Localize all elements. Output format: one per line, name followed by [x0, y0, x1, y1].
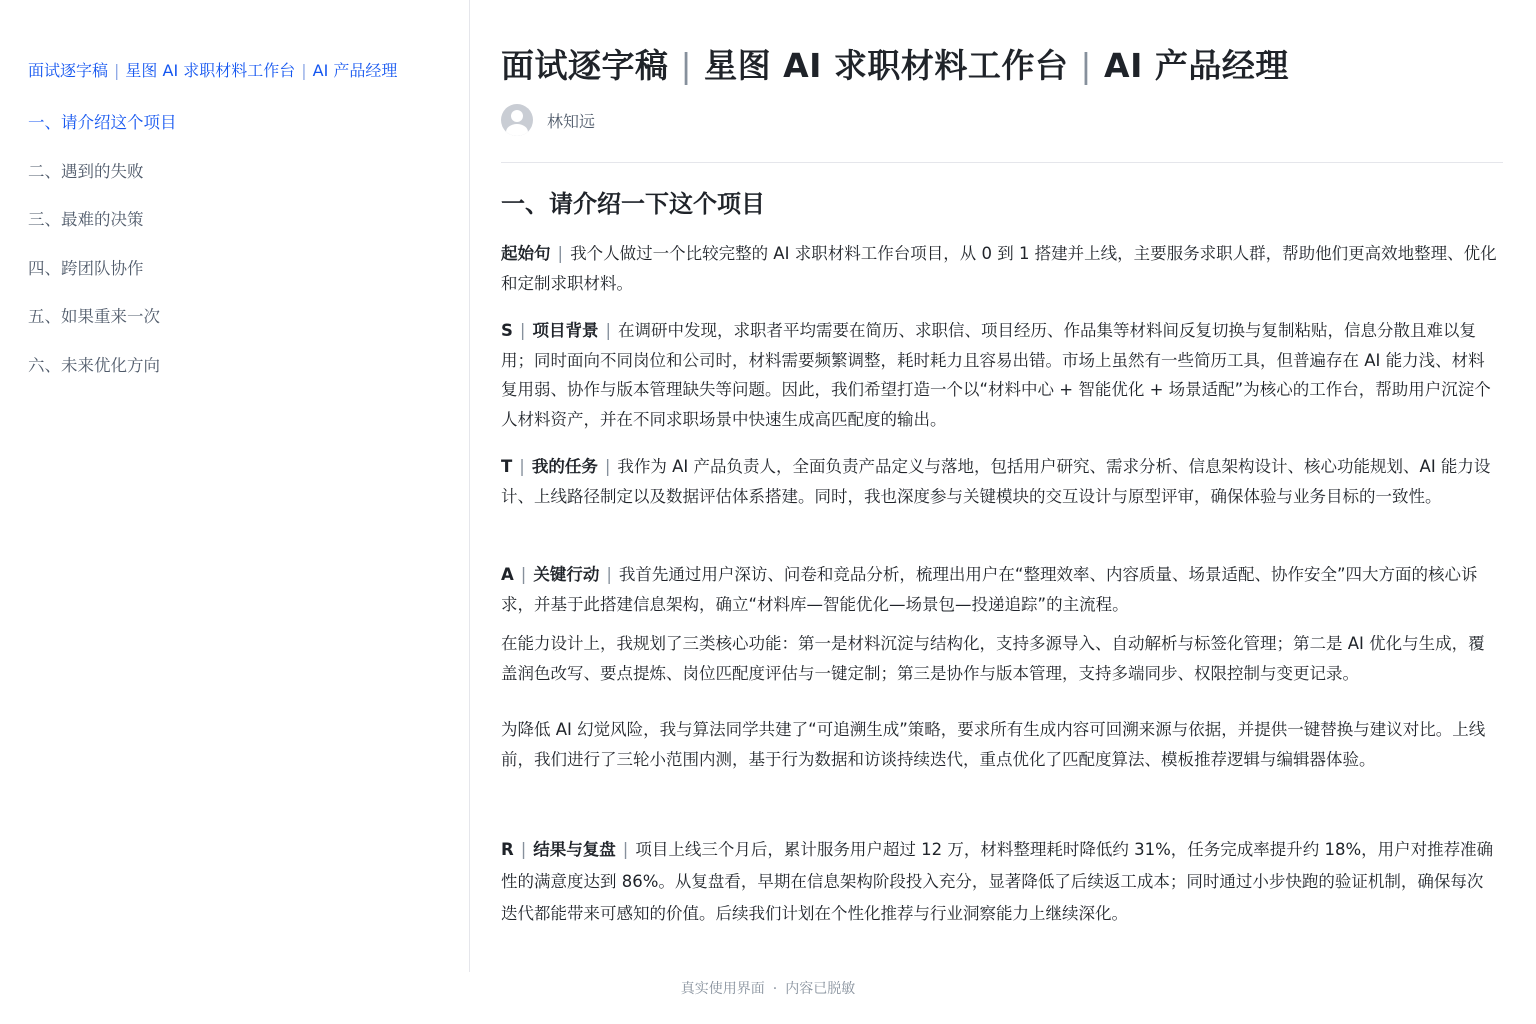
tag-separator: | [557, 244, 564, 263]
toc-item-cross-team[interactable]: 四、跨团队协作 [28, 258, 144, 278]
task-tag: 我的任务 [531, 457, 598, 476]
section-heading: 一、请介绍一下这个项目 [501, 190, 765, 218]
footer-note [0, 978, 1536, 1000]
action-tag: 关键行动 [533, 565, 600, 584]
tag-separator: | [519, 457, 525, 476]
tag-separator: | [606, 565, 612, 584]
page-title [501, 40, 1503, 92]
doc-link-separator: | [114, 61, 120, 80]
divider [501, 162, 1503, 163]
tag-separator: | [520, 840, 527, 859]
author [501, 103, 595, 137]
result-letter: R [501, 840, 514, 859]
paragraph-task [501, 452, 1497, 511]
title-separator: | [680, 46, 693, 85]
tag-separator: | [605, 321, 612, 340]
footer-dot: · [772, 981, 778, 997]
action-letter: A [501, 565, 514, 584]
situation-letter: S [501, 321, 513, 340]
footer-right: 内容已脱敏 [785, 981, 856, 997]
opening-tag: 起始句 [501, 244, 551, 263]
toc-item-hardest-decision[interactable]: 三、最难的决策 [28, 210, 144, 229]
tag-separator: | [622, 840, 629, 859]
author-name[interactable]: 林知远 [547, 111, 596, 131]
paragraph-opening [501, 239, 1497, 298]
task-text: 我作为 AI 产品负责人，全面负责产品定义与落地，包括用户研究、需求分析、信息架构设计、核心功能规划、AI 能力设计、上线路径制定以及数据评估体系搭建。同时，我也深度参与关键模块的交互设计与原型评审，确保体验与业务目标的一致性。 [501, 457, 1491, 506]
tag-separator: | [519, 321, 526, 340]
tag-separator: | [520, 565, 527, 584]
title-part1: 面试逐字稿 [501, 46, 669, 85]
doc-link-part3: AI 产品经理 [312, 61, 398, 80]
paragraph-action-hallucination: 为降低 AI 幻觉风险，我与算法同学共建了“可追溯生成”策略，要求所有生成内容可回溯来源与依据，并提供一键替换与建议对比。上线前，我们进行了三轮小范围内测，基于行为数据和访谈持续迭代，重点优化了匹配度算法、模板推荐逻辑与编辑器体验。 [501, 720, 1486, 769]
paragraph-result [501, 834, 1497, 930]
title-part3: AI 产品经理 [1104, 46, 1289, 85]
task-letter: T [501, 457, 513, 476]
opening-text: 我个人做过一个比较完整的 AI 求职材料工作台项目，从 0 到 1 搭建并上线，主要服务求职人群，帮助他们更高效地整理、优化和定制求职材料。 [501, 244, 1497, 293]
doc-link-part1: 面试逐字稿 [28, 61, 109, 80]
result-text: 项目上线三个月后，累计服务用户超过 12 万，材料整理耗时降低约 31%，任务完成率提升约 18%，用户对推荐准确性的满意度达到 86%。从复盘看，早期在信息架构阶段投入充分，显著降低了后续返工成本；同时通过小步快跑的验证机制，确保每次迭代都能带来可感知的价值。后续我们计划在个性化推荐与行业洞察能力上继续深化。 [501, 840, 1494, 923]
toc-item-failure[interactable]: 二、遇到的失败 [28, 161, 144, 181]
situation-tag: 项目背景 [532, 321, 599, 340]
title-part2: 星图 AI 求职材料工作台 [704, 46, 1069, 85]
result-tag: 结果与复盘 [533, 840, 616, 859]
paragraph-situation [501, 316, 1497, 434]
doc-title-link[interactable] [28, 58, 458, 84]
avatar-icon[interactable] [501, 104, 533, 136]
title-separator: | [1080, 46, 1093, 85]
paragraph-action [501, 560, 1497, 619]
tag-separator: | [604, 457, 611, 476]
footer-left: 真实使用界面 [680, 981, 765, 997]
toc-item-redo[interactable]: 五、如果重来一次 [28, 307, 160, 326]
toc-item-intro[interactable]: 一、请介绍这个项目 [28, 113, 177, 132]
situation-text: 在调研中发现，求职者平均需要在简历、求职信、项目经历、作品集等材料间反复切换与复制粘贴，信息分散且难以复用；同时面向不同岗位和公司时，材料需要频繁调整，耗时耗力且容易出错。市场上虽然有一些简历工具，但普遍存在 AI 能力浅、材料复用弱、协作与版本管理缺失等问题。因此，我们希望打造一个以“材料中心 + 智能优化 + 场景适配”为核心的工作台，帮助用户沉淀个人材料资产，并在不同求职场景中快速生成高匹配度的输出。 [501, 321, 1491, 429]
doc-link-separator: | [301, 61, 307, 80]
table-of-contents [28, 108, 177, 399]
action-text: 我首先通过用户深访、问卷和竞品分析，梳理出用户在“整理效率、内容质量、场景适配、协作安全”四大方面的核心诉求，并基于此搭建信息架构，确立“材料库—智能优化—场景包—投递追踪”的主流程。 [501, 565, 1478, 614]
toc-item-future[interactable]: 六、未来优化方向 [28, 355, 160, 375]
sidebar [0, 0, 470, 972]
doc-link-part2: 星图 AI 求职材料工作台 [125, 61, 296, 80]
paragraph-action-capabilities: 在能力设计上，我规划了三类核心功能：第一是材料沉淀与结构化，支持多源导入、自动解析与标签化管理；第二是 AI 优化与生成，覆盖润色改写、要点提炼、岗位匹配度评估与一键定制；第三是协作与版本管理，支持多端同步、权限控制与变更记录。 [501, 634, 1485, 683]
